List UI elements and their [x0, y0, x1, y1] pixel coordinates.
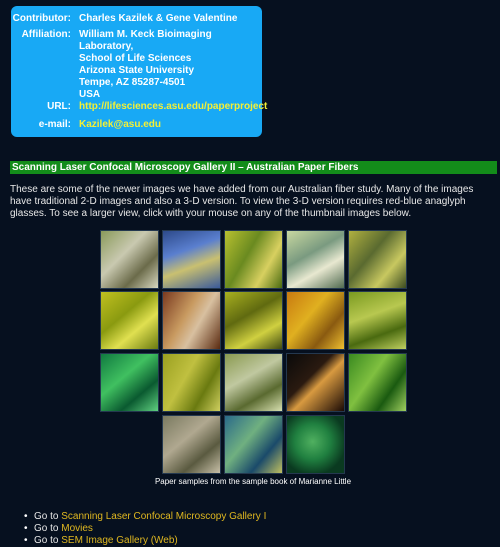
thumbnail-image[interactable]	[100, 291, 159, 350]
thumbnail-image[interactable]	[162, 415, 221, 474]
thumbnail-image[interactable]	[224, 230, 283, 289]
nav-prefix: Go to	[34, 535, 62, 546]
thumbnail-image[interactable]	[100, 230, 159, 289]
nav-item-sem-gallery	[26, 535, 266, 547]
thumbnail-image[interactable]	[286, 415, 345, 474]
thumbnail-image[interactable]	[348, 291, 407, 350]
contributor-label: Contributor:	[12, 13, 71, 24]
bullet-icon: •	[24, 523, 28, 534]
thumbnail-image[interactable]	[224, 353, 283, 412]
intro-paragraph: These are some of the newer images we have added from our Australian fiber study. Many of the images have traditional 2-D images and also a 3-D version. To view the 3-D version requires red-blue anaglyph glasses. To see a larger view, click with your mouse on any of the thumbnail images below.	[10, 184, 474, 219]
movies-link[interactable]: Movies	[61, 523, 93, 534]
affiliation-line: USA	[79, 89, 101, 100]
gallery-caption: Paper samples from the sample book of Marianne Little	[154, 477, 352, 486]
thumbnail-image[interactable]	[286, 353, 345, 412]
contact-info-box	[11, 6, 268, 137]
bullet-icon: •	[24, 511, 28, 522]
bullet-icon: •	[24, 535, 28, 546]
affiliation-line: Arizona State University	[79, 65, 195, 76]
affiliation-value	[79, 29, 261, 101]
thumbnail-image[interactable]	[100, 353, 159, 412]
url-label: URL:	[47, 101, 71, 112]
gallery-1-link[interactable]: Scanning Laser Confocal Microscopy Gallery I	[61, 511, 267, 522]
affiliation-line: School of Life Sciences	[79, 53, 192, 64]
thumbnail-image[interactable]	[224, 291, 283, 350]
nav-item-gallery-1	[26, 511, 266, 523]
affiliation-label: Affiliation:	[21, 29, 71, 40]
thumbnail-image[interactable]	[348, 230, 407, 289]
thumbnail-image[interactable]	[348, 353, 407, 412]
affiliation-line: William M. Keck Bioimaging	[79, 29, 212, 40]
thumbnail-image[interactable]	[162, 230, 221, 289]
thumbnail-image[interactable]	[162, 291, 221, 350]
section-title: Scanning Laser Confocal Microscopy Gallery II – Australian Paper Fibers	[10, 161, 497, 174]
nav-list	[26, 511, 266, 547]
thumbnail-image[interactable]	[286, 230, 345, 289]
thumbnail-image[interactable]	[286, 291, 345, 350]
thumbnail-image[interactable]	[224, 415, 283, 474]
affiliation-line: Tempe, AZ 85287-4501	[79, 77, 186, 88]
email-link[interactable]: Kazilek@asu.edu	[79, 119, 162, 130]
nav-prefix: Go to	[34, 523, 62, 534]
nav-prefix: Go to	[34, 511, 62, 522]
thumbnail-image[interactable]	[162, 353, 221, 412]
email-label: e-mail:	[38, 119, 71, 130]
affiliation-line: Laboratory,	[79, 41, 134, 52]
contributor-value: Charles Kazilek & Gene Valentine	[79, 13, 238, 24]
url-link[interactable]: http://lifesciences.asu.edu/paperproject	[79, 101, 268, 112]
nav-item-movies	[26, 523, 266, 535]
sem-gallery-link[interactable]: SEM Image Gallery (Web)	[61, 535, 178, 546]
